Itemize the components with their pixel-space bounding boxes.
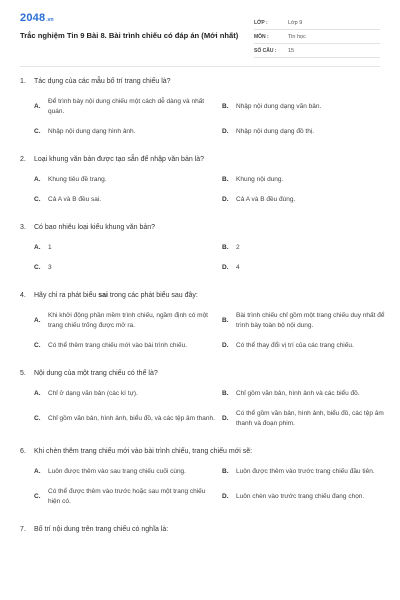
answer-option[interactable]: [34, 409, 222, 429]
question-number: 2.: [20, 156, 26, 163]
answer-options: [20, 175, 380, 205]
option-letter: A.: [34, 390, 41, 397]
option-text: Cả A và B đều sai.: [48, 196, 102, 203]
question-stem: [20, 525, 380, 535]
option-text: Khung nội dung.: [236, 176, 284, 183]
option-text: Có thể thay đổi vị trí của các trang chiếu.: [236, 342, 354, 349]
question-text: [34, 223, 155, 233]
question-text: [34, 155, 204, 165]
option-text: Chỉ ở dạng văn bản (các kí tự).: [48, 390, 138, 397]
option-text: Khung tiêu đề trang.: [48, 176, 107, 183]
answer-option[interactable]: [34, 263, 222, 273]
option-letter: A.: [34, 244, 41, 251]
question-text-part: Tác dụng của các mẫu bố trí trang chiếu là?: [34, 78, 171, 85]
option-letter: A.: [34, 103, 41, 110]
option-letter: C.: [34, 128, 41, 135]
option-text: Bài trình chiếu chỉ gồm một trang chiếu duy nhất để trình bày toàn bộ nội dung.: [236, 312, 385, 329]
question-stem: [20, 369, 380, 379]
answer-option[interactable]: [34, 97, 222, 117]
question-text: [34, 291, 198, 301]
option-text: Nhập nội dung dạng hình ảnh.: [48, 128, 136, 135]
option-text: Có thể thêm trang chiếu mới vào bài trình chiếu.: [48, 342, 188, 349]
answer-option[interactable]: [222, 341, 394, 351]
question-text: [34, 525, 168, 535]
option-text: Có thể gồm văn bản, hình ảnh, biểu đồ, các tệp âm thanh và đoạn phim.: [236, 410, 384, 427]
question-text-part: Loại khung văn bản được tạo sẵn để nhập văn bản là?: [34, 156, 205, 163]
option-letter: D.: [222, 493, 229, 500]
question-stem: [20, 77, 380, 87]
meta-row-count: [254, 44, 380, 58]
option-letter: A.: [34, 176, 41, 183]
option-text: Luôn chèn vào trước trang chiếu đang chọn.: [236, 493, 365, 500]
answer-option[interactable]: [222, 175, 394, 185]
option-text: Luôn được thêm vào trước trang chiếu đầu tiên.: [236, 468, 375, 475]
answer-option[interactable]: [34, 311, 222, 331]
option-letter: B.: [222, 176, 229, 183]
option-letter: C.: [34, 264, 41, 271]
meta-value: Lớp 9: [288, 19, 303, 26]
meta-row-grade: [254, 16, 380, 30]
question-item: [20, 525, 380, 535]
question-number: 1.: [20, 78, 26, 85]
option-text: 1: [48, 244, 52, 251]
meta-value: 15: [288, 47, 295, 54]
question-list: [20, 77, 385, 535]
answer-option[interactable]: [222, 311, 394, 331]
question-number: 7.: [20, 526, 26, 533]
question-text: [34, 369, 158, 379]
answer-options: [20, 311, 385, 351]
logo-sub-text: .vn: [46, 17, 54, 23]
option-letter: B.: [222, 468, 229, 475]
answer-option[interactable]: [34, 127, 222, 137]
question-number: 4.: [20, 292, 26, 299]
option-text: Để trình bày nội dung chiếu một cách dễ dàng và nhất quán.: [48, 98, 205, 115]
option-letter: D.: [222, 342, 229, 349]
option-letter: D.: [222, 196, 229, 203]
option-text: Khi khởi động phần mềm trình chiếu, ngầm định có một trang chiếu trống được mở ra.: [48, 312, 208, 329]
option-text: Cả A và B đều đúng.: [236, 196, 296, 203]
question-item: [20, 223, 380, 273]
option-text: Có thể được thêm vào trước hoặc sau một trang chiếu hiện có.: [48, 488, 206, 505]
option-text: 3: [48, 264, 52, 271]
option-text: Nhập nội dung dạng văn bản.: [236, 103, 322, 110]
option-letter: C.: [34, 342, 41, 349]
document-header: [20, 0, 380, 64]
document-title: Trắc nghiệm Tin 9 Bài 8. Bài trình chiếu có đáp án (Mới nhất): [20, 31, 239, 40]
option-letter: B.: [222, 317, 229, 324]
option-letter: B.: [222, 390, 229, 397]
answer-option[interactable]: [34, 175, 222, 185]
option-text: Nhập nội dung dạng đồ thị.: [236, 128, 315, 135]
answer-options: [20, 243, 380, 273]
answer-option[interactable]: [34, 195, 222, 205]
question-text-part: Hãy chỉ ra phát biểu: [34, 292, 99, 299]
question-stem: [20, 223, 380, 233]
answer-options: [20, 467, 380, 507]
answer-option[interactable]: [222, 389, 394, 399]
question-stem: [20, 155, 380, 165]
question-stem: [20, 291, 380, 301]
meta-row-subject: [254, 30, 380, 44]
site-logo[interactable]: [20, 12, 250, 24]
question-text: [34, 77, 171, 87]
option-letter: C.: [34, 493, 41, 500]
question-text-part: Có bao nhiêu loại kiểu khung văn bản?: [34, 224, 156, 231]
question-stem: [20, 447, 380, 457]
question-text-part: Nội dung của một trang chiếu có thể là?: [34, 370, 158, 377]
answer-option[interactable]: [222, 195, 394, 205]
answer-option[interactable]: [222, 97, 394, 117]
answer-option[interactable]: [34, 389, 222, 399]
question-text-part: Bố trí nội dung trên trang chiếu có nghĩa là:: [34, 526, 169, 533]
option-text: Chỉ gồm văn bản, hình ảnh, biểu đồ, và các tệp âm thanh.: [48, 415, 215, 422]
option-letter: C.: [34, 196, 41, 203]
answer-option[interactable]: [222, 487, 394, 507]
question-item: [20, 447, 380, 507]
question-text-part: trong các phát biểu sau đây:: [107, 292, 198, 299]
answer-option[interactable]: [222, 243, 394, 253]
answer-option[interactable]: [34, 487, 222, 507]
question-item: [20, 77, 380, 137]
option-text: 4: [236, 264, 240, 271]
option-letter: D.: [222, 264, 229, 271]
question-text: [34, 447, 252, 457]
logo-main-text: 2048: [20, 12, 46, 24]
option-letter: B.: [222, 244, 229, 251]
answer-option[interactable]: [222, 467, 394, 477]
meta-label: LỚP :: [254, 19, 268, 26]
answer-option[interactable]: [222, 263, 394, 273]
question-text-emphasis: sai: [98, 292, 108, 299]
option-letter: A.: [34, 468, 41, 475]
meta-value: Tin học: [288, 33, 306, 40]
question-item: [20, 155, 380, 205]
answer-options: [20, 97, 380, 137]
option-letter: C.: [34, 415, 41, 422]
option-text: 2: [236, 244, 240, 251]
answer-options: [20, 389, 384, 429]
question-item: [20, 369, 384, 429]
question-number: 3.: [20, 224, 26, 231]
option-letter: A.: [34, 317, 41, 324]
option-letter: D.: [222, 415, 229, 422]
option-letter: B.: [222, 103, 229, 110]
answer-option[interactable]: [222, 127, 394, 137]
option-letter: D.: [222, 128, 229, 135]
option-text: Chỉ gồm văn bản, hình ảnh và các biểu đồ.: [236, 390, 360, 397]
question-text-part: Khi chèn thêm trang chiếu mới vào bài trình chiếu, trang chiếu mới sẽ:: [34, 448, 253, 455]
meta-label: MÔN :: [254, 33, 269, 40]
question-number: 5.: [20, 370, 26, 377]
header-left: [20, 12, 250, 64]
answer-option[interactable]: [222, 409, 394, 429]
answer-option[interactable]: [34, 341, 222, 351]
question-item: [20, 291, 385, 351]
answer-option[interactable]: [34, 467, 222, 477]
question-number: 6.: [20, 448, 26, 455]
meta-label: SỐ CÂU :: [254, 47, 277, 54]
header-divider: [20, 66, 380, 67]
meta-table: [254, 12, 380, 64]
answer-option[interactable]: [34, 243, 222, 253]
option-text: Luôn được thêm vào sau trang chiếu cuối cùng.: [48, 468, 186, 475]
